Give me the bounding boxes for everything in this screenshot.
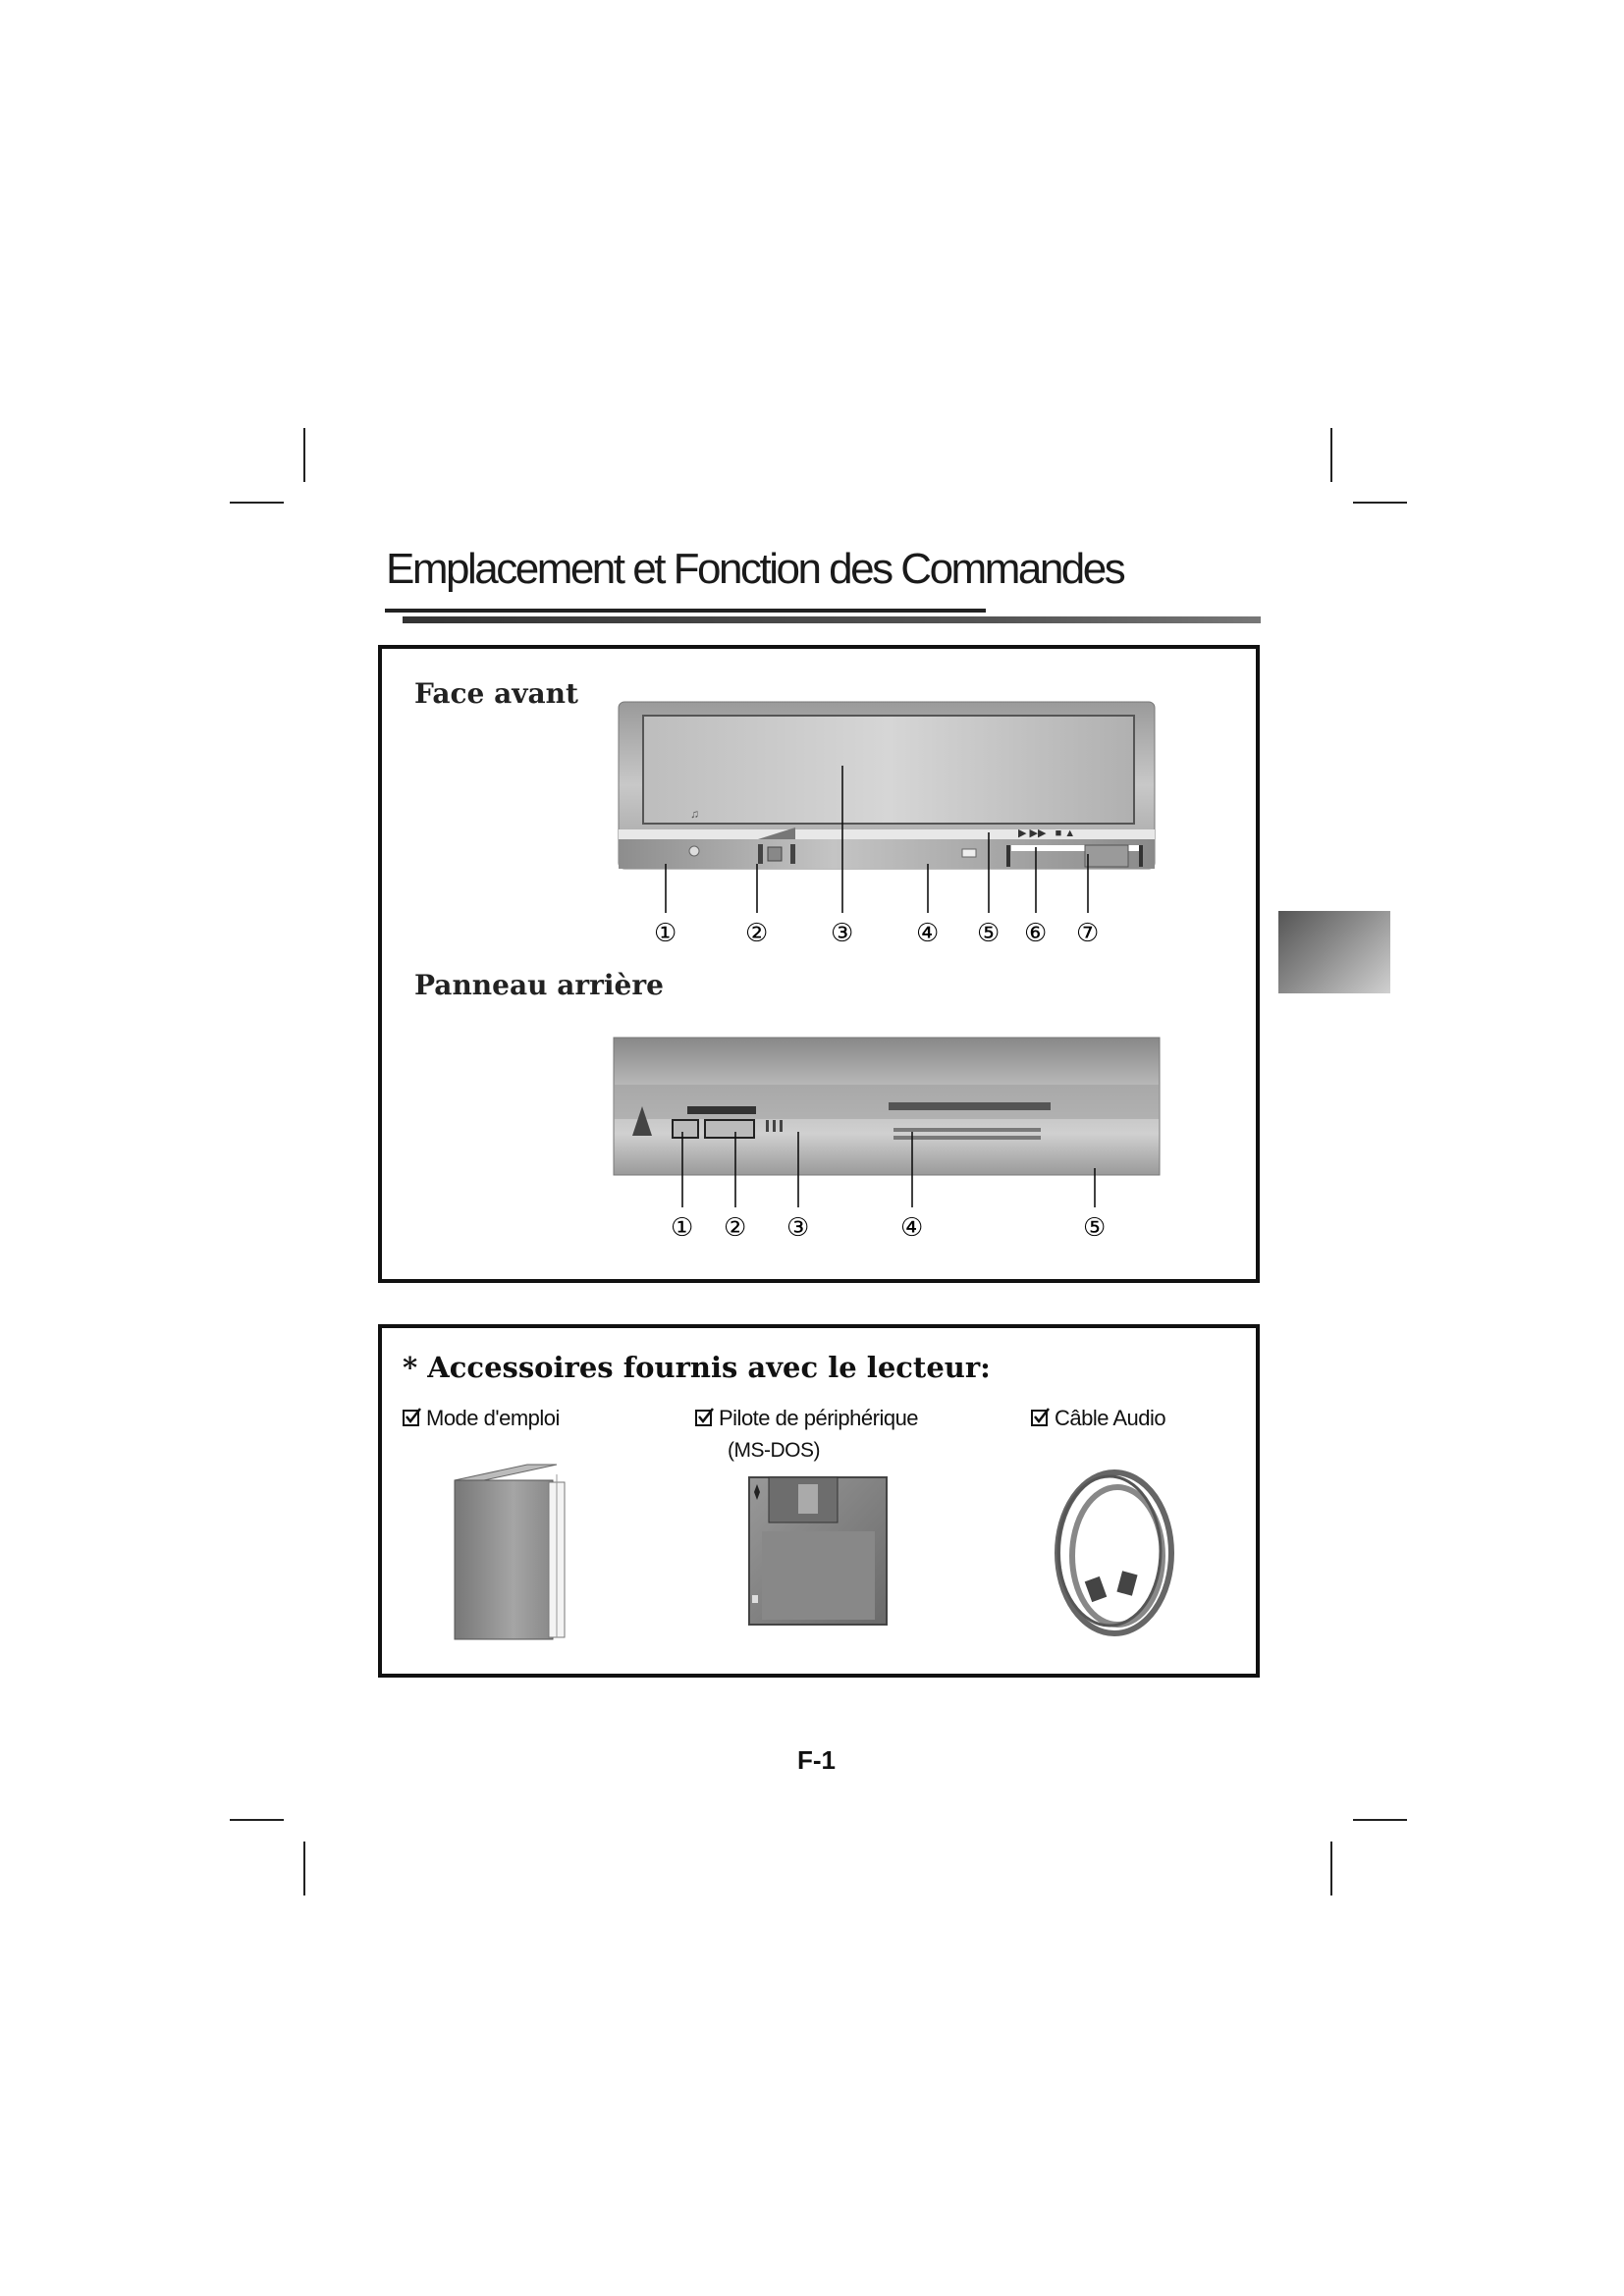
svg-text:▶ ▶▶ ■ ▲: ▶ ▶▶ ■ ▲ [1018,828,1076,839]
accessory-sublabel: (MS-DOS) [728,1439,820,1462]
volume-dial [758,844,763,864]
disc-tray [643,716,1134,824]
callout-number: ④ [900,1213,924,1243]
rear-panel-label: Panneau arrière [414,969,664,1001]
crop-mark [303,428,305,482]
chapter-tab [1278,911,1390,993]
crop-mark [303,1842,305,1896]
crop-mark [1353,502,1407,504]
headphone-jack [689,846,699,856]
title-rule [385,609,986,613]
callout-number: ③ [786,1213,810,1243]
audio-connector [673,1120,698,1138]
callout-number: ③ [831,919,854,948]
page-number: F-1 [797,1745,836,1775]
checkbox-checked-icon [695,1408,715,1427]
ide-connector [889,1102,1051,1110]
front-panel-label: Face avant [414,677,578,710]
callout-number: ② [745,919,769,948]
front-panel-diagram [589,692,1178,957]
rear-panel-diagram [589,1026,1178,1252]
checkbox-checked-icon [403,1408,422,1427]
callout-number: ⑥ [1024,919,1048,948]
accessory-driver [695,1406,918,1431]
crop-mark [1330,428,1332,482]
page-title: Emplacement et Fonction des Commandes [386,545,1124,593]
callout-number: ④ [916,919,940,948]
accessories-title: * Accessoires fournis avec le lecteur: [403,1351,991,1384]
svg-text:♫: ♫ [690,807,699,821]
callout-number: ② [724,1213,747,1243]
callout-number: ⑤ [1083,1213,1107,1243]
callout-number: ① [654,919,677,948]
jumper-block [705,1120,754,1138]
checkbox-checked-icon [1031,1408,1051,1427]
crop-mark [230,1819,284,1821]
crop-mark [230,502,284,504]
accessory-label: Mode d'emploi [426,1406,560,1430]
busy-indicator [962,849,976,857]
floppy-disk-icon [744,1472,892,1629]
title-rule [403,616,1261,623]
callout-number: ① [671,1213,694,1243]
accessory-label: Câble Audio [1055,1406,1166,1430]
audio-cable-icon [1041,1463,1188,1644]
callout-number: ⑦ [1076,919,1100,948]
crop-mark [1353,1819,1407,1821]
callout-number: ⑤ [977,919,1001,948]
control-strip [619,839,1155,869]
accessory-label: Pilote de périphérique [719,1406,919,1430]
manual-book-icon [447,1463,574,1644]
accessory-cable [1031,1406,1165,1431]
crop-mark [1330,1842,1332,1896]
accessory-manual [403,1406,560,1431]
eject-button [1085,845,1128,867]
